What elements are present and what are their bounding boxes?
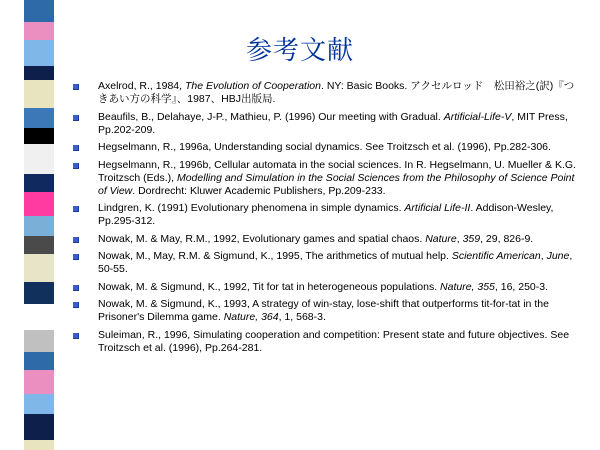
edge-bar-segment xyxy=(24,304,54,330)
edge-bar-segment xyxy=(24,352,54,370)
reference-segment: Beaufils, B., Delahaye, J-P., Mathieu, P. (1996) Our meeting with Gradual. xyxy=(98,110,444,123)
edge-bar-segment xyxy=(24,216,54,236)
reference-segment: , 29, 826-9. xyxy=(480,232,534,245)
reference-item xyxy=(70,202,582,228)
edge-bar-segment xyxy=(24,66,54,80)
edge-bar-segment xyxy=(24,236,54,254)
edge-bar-segment xyxy=(24,0,54,22)
reference-item xyxy=(70,111,582,137)
reference-segment: Axelrod, R., 1984, xyxy=(98,80,185,92)
edge-bar-segment xyxy=(24,174,54,192)
edge-bar-segment xyxy=(24,282,54,304)
edge-bar-segment xyxy=(24,394,54,414)
edge-bar-segment xyxy=(24,144,54,174)
reference-text xyxy=(98,202,582,228)
square-bullet-icon xyxy=(73,285,79,291)
reference-item xyxy=(70,281,582,294)
reference-italic-segment: Modelling and Simulation in the Social Sciences from the Philosophy of Science Point of View xyxy=(98,171,575,197)
square-bullet-icon xyxy=(73,206,79,212)
edge-bar-segment xyxy=(24,370,54,394)
reference-segment: , xyxy=(456,232,463,245)
edge-bar-segment xyxy=(24,330,54,352)
reference-segment: . NY: Basic Books. アクセルロッド 松田裕之(訳)『つきあい方の科学』、1987、HBJ出版局. xyxy=(98,80,575,105)
square-bullet-icon xyxy=(73,237,79,243)
edge-bar-segment xyxy=(24,108,54,128)
reference-italic-segment: Nature, 364 xyxy=(223,311,279,323)
reference-item xyxy=(70,233,582,246)
reference-segment: Lindgren, K. (1991) Evolutionary phenomena in simple dynamics. xyxy=(98,202,405,214)
reference-italic-segment: 359 xyxy=(462,232,481,245)
reference-segment: Nowak, M. & Sigmund, K., 1993, A strategy of win-stay, lose-shift that outperforms tit-for-tat in the Prisoner's Dilemma game. xyxy=(98,298,549,323)
edge-bar-segment xyxy=(24,192,54,216)
reference-segment: , MIT Press, Pp.202-209. xyxy=(98,110,568,136)
reference-text xyxy=(98,159,582,198)
reference-segment: , 16, 250-3. xyxy=(494,280,549,293)
reference-italic-segment: Artificial Life-II xyxy=(404,202,471,214)
reference-list xyxy=(70,80,582,359)
reference-text xyxy=(98,329,582,355)
reference-segment: Nowak, M., May, R.M. & Sigmund, K., 1995, The arithmetics of mutual help. xyxy=(98,250,452,262)
reference-italic-segment: Scientific American xyxy=(451,250,541,262)
reference-segment: Suleiman, R., 1996, Simulating cooperation and competition: Present state and future objectives. See Troitzsch et al. (1996), Pp.264-281. xyxy=(98,328,570,354)
reference-segment: , 1, 568-3. xyxy=(278,311,326,323)
square-bullet-icon xyxy=(73,254,79,260)
reference-segment: Nowak, M. & May, R.M., 1992, Evolutionary games and spatial chaos. xyxy=(98,232,426,245)
slide-title: 参考文献 xyxy=(245,36,354,66)
reference-item xyxy=(70,80,582,106)
reference-italic-segment: June xyxy=(546,250,570,262)
reference-text xyxy=(98,298,582,324)
edge-bar-segment xyxy=(24,414,54,440)
square-bullet-icon xyxy=(73,302,79,308)
reference-segment: , xyxy=(540,250,547,262)
reference-italic-segment: Artificial-Life-V xyxy=(443,110,512,123)
reference-segment: . Dordrecht: Kluwer Academic Publishers, Pp.209-233. xyxy=(132,184,386,197)
reference-segment: , 50-55. xyxy=(98,250,573,275)
reference-item xyxy=(70,329,582,355)
edge-bar-segment xyxy=(24,440,54,450)
reference-italic-segment: The Evolution of Cooperation xyxy=(184,80,321,92)
reference-item xyxy=(70,159,582,198)
reference-segment: Nowak, M. & Sigmund, K., 1992, Tit for tat in heterogeneous populations. xyxy=(98,280,441,293)
square-bullet-icon xyxy=(73,115,79,121)
reference-text xyxy=(98,141,582,154)
reference-italic-segment: Nature xyxy=(425,232,457,245)
reference-segment: . Addison-Wesley, Pp.295-312. xyxy=(98,202,554,227)
square-bullet-icon xyxy=(73,84,79,90)
reference-italic-segment: Nature, 355 xyxy=(440,280,495,293)
reference-text xyxy=(98,281,582,294)
edge-bar-segment xyxy=(24,254,54,282)
reference-item xyxy=(70,298,582,324)
reference-segment: Hegselmann, R., 1996b, Cellular automata in the social sciences. In R. Hegselmann, U. Mueller & K.G. Troitzsch (Eds.), xyxy=(98,158,576,184)
square-bullet-icon xyxy=(73,333,79,339)
reference-text xyxy=(98,111,582,137)
edge-bar-segment xyxy=(24,128,54,144)
reference-segment: Hegselmann, R., 1996a, Understanding social dynamics. See Troitzsch et al. (1996), Pp.282-306. xyxy=(98,141,551,153)
reference-item xyxy=(70,250,582,276)
reference-text xyxy=(98,80,582,106)
square-bullet-icon xyxy=(73,163,79,169)
edge-bar-segment xyxy=(24,80,54,108)
reference-text xyxy=(98,233,582,246)
reference-text xyxy=(98,250,582,276)
square-bullet-icon xyxy=(73,145,79,151)
reference-item xyxy=(70,141,582,154)
